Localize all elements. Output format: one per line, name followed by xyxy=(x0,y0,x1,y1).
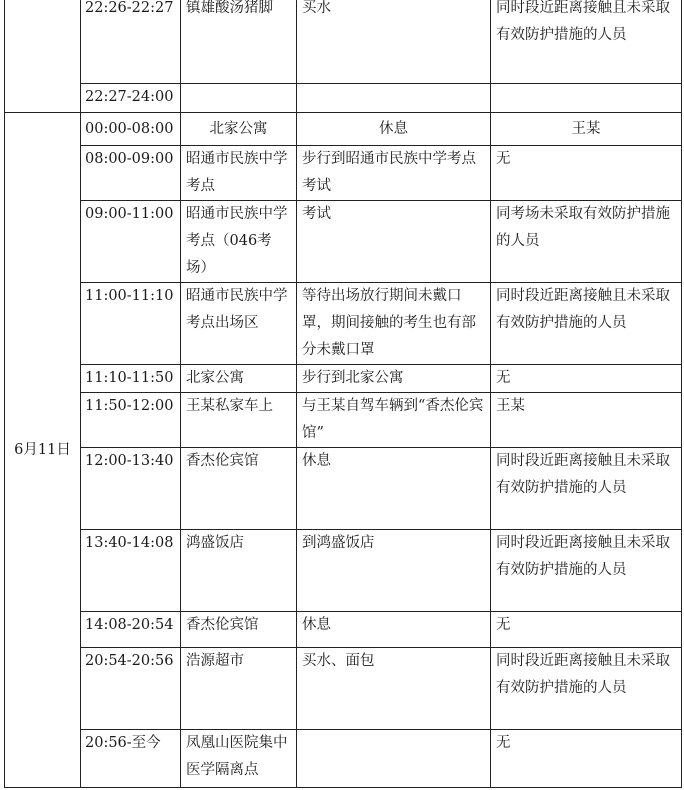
place-cell: 凤凰山医院集中医学隔离点 xyxy=(181,730,297,788)
contact-cell: 无 xyxy=(491,730,682,788)
place-cell: 昭通市民族中学考点 xyxy=(181,146,297,201)
table-row xyxy=(5,730,682,788)
table-row xyxy=(5,0,682,84)
time-cell: 11:10-11:50 xyxy=(81,365,181,393)
time-cell: 22:27-24:00 xyxy=(81,84,181,113)
table-row xyxy=(5,84,682,113)
table-row xyxy=(5,201,682,283)
contact-cell: 王某 xyxy=(491,393,682,448)
activity-cell: 休息 xyxy=(297,113,491,146)
place-cell: 浩源超市 xyxy=(181,648,297,730)
time-cell: 20:54-20:56 xyxy=(81,648,181,730)
table-row xyxy=(5,448,682,530)
date-cell: 6月11日 xyxy=(5,113,81,788)
table-row xyxy=(5,612,682,648)
contact-cell: 王某 xyxy=(491,113,682,146)
place-cell: 镇雄酸汤猪脚 xyxy=(181,0,297,84)
itinerary-table xyxy=(4,0,682,788)
activity-cell: 考试 xyxy=(297,201,491,283)
time-cell: 08:00-09:00 xyxy=(81,146,181,201)
activity-cell: 到鸿盛饭店 xyxy=(297,530,491,612)
contact-cell: 无 xyxy=(491,365,682,393)
contact-cell: 同时段近距离接触且未采取有效防护措施的人员 xyxy=(491,448,682,530)
time-cell: 00:00-08:00 xyxy=(81,113,181,146)
activity-cell: 休息 xyxy=(297,612,491,648)
contact-cell: 同时段近距离接触且未采取有效防护措施的人员 xyxy=(491,530,682,612)
table-row xyxy=(5,648,682,730)
place-cell: 香杰伦宾馆 xyxy=(181,612,297,648)
contact-cell: 同考场未采取有效防护措施的人员 xyxy=(491,201,682,283)
table-row xyxy=(5,146,682,201)
time-cell: 13:40-14:08 xyxy=(81,530,181,612)
contact-cell: 无 xyxy=(491,612,682,648)
table-row xyxy=(5,283,682,365)
contact-cell: 同时段近距离接触且未采取有效防护措施的人员 xyxy=(491,648,682,730)
place-cell: 鸿盛饭店 xyxy=(181,530,297,612)
activity-cell: 与王某自驾车辆到“香杰伦宾馆” xyxy=(297,393,491,448)
activity-cell xyxy=(297,84,491,113)
table-row xyxy=(5,393,682,448)
time-cell: 20:56-至今 xyxy=(81,730,181,788)
contact-cell: 同时段近距离接触且未采取有效防护措施的人员 xyxy=(491,0,682,84)
time-cell: 09:00-11:00 xyxy=(81,201,181,283)
contact-cell xyxy=(491,84,682,113)
activity-cell: 买水 xyxy=(297,0,491,84)
table-row xyxy=(5,365,682,393)
time-cell: 12:00-13:40 xyxy=(81,448,181,530)
activity-cell xyxy=(297,730,491,788)
contact-cell: 同时段近距离接触且未采取有效防护措施的人员 xyxy=(491,283,682,365)
place-cell: 香杰伦宾馆 xyxy=(181,448,297,530)
activity-cell: 休息 xyxy=(297,448,491,530)
place-cell: 王某私家车上 xyxy=(181,393,297,448)
table-row xyxy=(5,113,682,146)
time-cell: 11:50-12:00 xyxy=(81,393,181,448)
time-cell: 11:00-11:10 xyxy=(81,283,181,365)
place-cell: 北家公寓 xyxy=(181,365,297,393)
place-cell: 昭通市民族中学考点出场区 xyxy=(181,283,297,365)
place-cell xyxy=(181,84,297,113)
place-cell: 北家公寓 xyxy=(181,113,297,146)
time-cell: 22:26-22:27 xyxy=(81,0,181,84)
table-row xyxy=(5,530,682,612)
contact-cell: 无 xyxy=(491,146,682,201)
activity-cell: 买水、面包 xyxy=(297,648,491,730)
place-cell: 昭通市民族中学考点（046考场） xyxy=(181,201,297,283)
time-cell: 14:08-20:54 xyxy=(81,612,181,648)
date-cell-previous xyxy=(5,0,81,113)
activity-cell: 步行到昭通市民族中学考点考试 xyxy=(297,146,491,201)
activity-cell: 步行到北家公寓 xyxy=(297,365,491,393)
activity-cell: 等待出场放行期间未戴口罩，期间接触的考生也有部分未戴口罩 xyxy=(297,283,491,365)
